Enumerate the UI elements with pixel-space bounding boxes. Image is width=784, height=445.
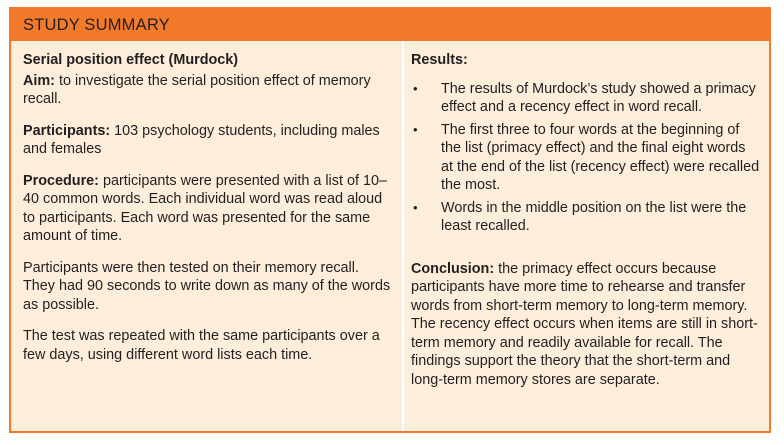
repeated-paragraph: The test was repeated with the same participants over a few days, using different word lists each time. xyxy=(23,328,380,363)
conclusion-label: Conclusion: xyxy=(411,260,495,277)
bullet-icon: • xyxy=(413,80,418,96)
conclusion-text: the primacy effect occurs because participants have more time to rehearse and transfer words from short-term memory to long-term memory. The recency effect occurs when items are still in short-term memory and readily available for recall. The findings support the theory that the short-term and long-term memory stores are separate. xyxy=(411,260,758,388)
left-column xyxy=(23,51,393,364)
study-summary-box xyxy=(9,7,771,433)
procedure-paragraph xyxy=(23,172,393,246)
procedure-label: Procedure: xyxy=(23,172,99,189)
results-list-item xyxy=(411,199,761,236)
results-list-item xyxy=(411,80,761,117)
right-column xyxy=(411,51,761,389)
results-list-item xyxy=(411,121,761,195)
aim-text: to investigate the serial position effect of memory recall. xyxy=(23,72,371,107)
aim-label: Aim: xyxy=(23,72,55,89)
bullet-icon: • xyxy=(413,121,418,137)
participants-paragraph xyxy=(23,122,393,159)
column-divider xyxy=(402,41,404,431)
participants-label: Participants: xyxy=(23,122,111,139)
result-text: The results of Murdock’s study showed a primacy effect and a recency effect in word recall. xyxy=(441,80,756,115)
aim-paragraph xyxy=(23,72,393,109)
procedure-text: participants were presented with a list of 10–40 common words. Each individual word was read aloud to participants. Each word was presented for the same amount of time. xyxy=(23,172,387,244)
results-list xyxy=(411,80,761,236)
study-title: Serial position effect (Murdock) xyxy=(23,52,239,68)
tested-paragraph: Participants were then tested on their memory recall. They had 90 seconds to write down as many of the words as possible. xyxy=(23,259,391,313)
participants-text: 103 psychology students, including males and females xyxy=(23,122,380,157)
study-summary-header: STUDY SUMMARY xyxy=(11,9,769,41)
bullet-icon: • xyxy=(413,199,418,215)
conclusion-paragraph xyxy=(411,260,761,390)
result-text: The first three to four words at the beginning of the list (primacy effect) and the final eight words at the end of the list (recency effect) were recalled the most. xyxy=(441,121,760,193)
study-summary-body xyxy=(11,41,769,431)
results-heading: Results: xyxy=(411,52,468,68)
result-text: Words in the middle position on the list were the least recalled. xyxy=(441,199,747,234)
